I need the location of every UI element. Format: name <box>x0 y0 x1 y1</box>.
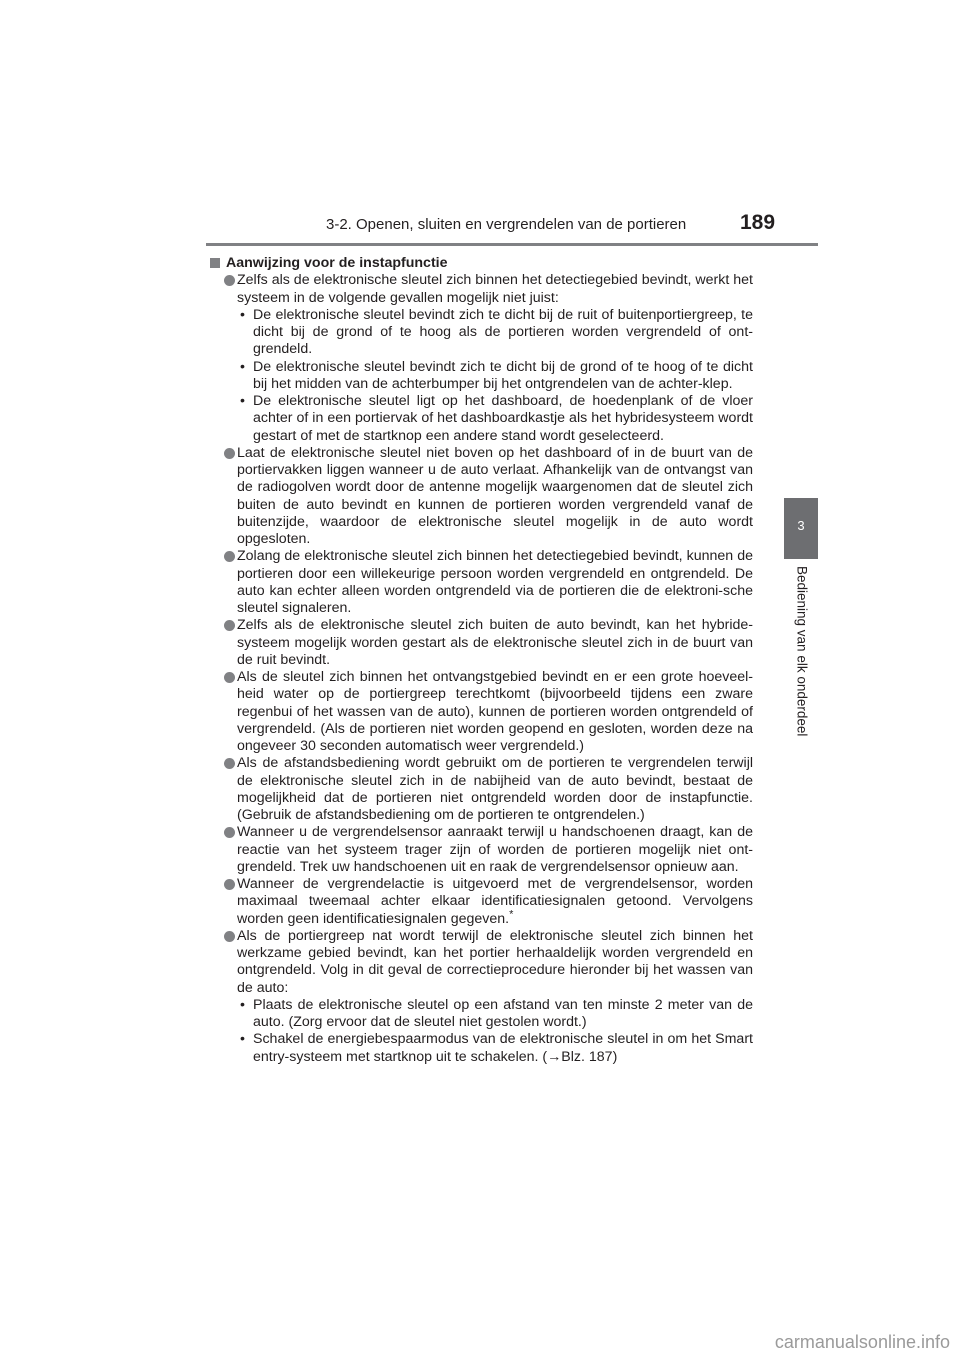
sub-list-item <box>210 997 753 1032</box>
sub-bullet-icon: • <box>240 306 245 323</box>
chapter-side-label <box>790 566 814 756</box>
list-item <box>210 445 753 549</box>
bullet-text: Zolang de elektronische sleutel zich binnen het detectiegebied bevindt, kunnen de portieren door een willekeurige persoon worden vergrendeld en ontgrendeld. De auto kan echter alleen worden ontgrendeld via de portieren die de elektroni-sche sleutel signaleren. <box>237 548 753 616</box>
bullet-text: Laat de elektronische sleutel niet boven op het dashboard of in de buurt van de portiervakken liggen wanneer u de auto verlaat. Afhankelijk van de ontvangst van de radiogolven wordt door de antenne mogelijk waargenomen dat de sleutel zich buiten de auto bevindt en kunnen de portieren worden vergrendeld vanaf de buitenzijde, waardoor de elektronische sleutel mogelijk in de auto wordt opgesloten. <box>237 444 753 547</box>
sub-bullet-icon: • <box>240 393 245 409</box>
circle-bullet-icon <box>224 620 235 631</box>
circle-bullet-icon <box>224 551 235 562</box>
list-item <box>210 928 753 997</box>
sub-list-item <box>210 1031 753 1066</box>
sub-list-item <box>210 359 753 394</box>
footnote-asterisk: * <box>509 907 514 920</box>
list-item <box>210 876 753 928</box>
sub-bullet-text: De elektronische sleutel bevindt zich te dicht bij de ruit of buitenportiergreep, te dicht bij de grond of te hoog als de portieren worden vergrendeld of ont-grendeld. <box>253 306 753 358</box>
bullet-text: Zelfs als de elektronische sleutel zich buiten de auto bevindt, kan het hybride-systeem mogelijk worden gestart als de elektronische sleutel zich in de buurt van de ruit bevindt. <box>237 617 753 668</box>
square-bullet-icon <box>210 258 220 268</box>
list-item <box>210 824 753 876</box>
list-item <box>210 272 753 307</box>
sub-bullet-text: Plaats de elektronische sleutel op een afstand van ten minste 2 meter van de auto. (Zorg ervoor dat de sleutel niet gestolen wordt.) <box>253 996 753 1030</box>
chapter-number: 3 <box>797 518 805 533</box>
header-divider <box>206 243 818 246</box>
watermark-text: carmanualsonline.info <box>774 1332 950 1352</box>
circle-bullet-icon <box>224 931 235 942</box>
bullet-text: Als de afstandsbediening wordt gebruikt om de portieren te vergrendelen terwijl de elektronische sleutel zich in de nabijheid van de auto bevindt, bestaat de mogelijkheid dat de portieren niet ontgrendeld worden door de instapfunctie. (Gebruik de afstandsbediening om de portieren te ontgrendelen.) <box>237 755 753 823</box>
circle-bullet-icon <box>224 827 235 838</box>
chapter-tab <box>784 498 818 559</box>
sub-bullet-text: De elektronische sleutel ligt op het dashboard, de hoedenplank of de vloer achter of in een portiervak of het dashboardkastje als het hybridesysteem wordt gestart of met de startknop een andere stand wordt geselecteerd. <box>253 393 753 444</box>
circle-bullet-icon <box>224 672 235 683</box>
chapter-header-title: 3-2. Openen, sluiten en vergrendelen van de portieren <box>326 216 687 233</box>
sub-bullet-icon: • <box>240 1031 245 1048</box>
circle-bullet-icon <box>224 448 235 459</box>
sub-list-item <box>210 307 753 359</box>
circle-bullet-icon <box>224 879 235 890</box>
page-number: 189 <box>740 211 776 234</box>
chapter-label-text: Bediening van elk onderdeel <box>794 566 810 737</box>
bullet-text: Als de sleutel zich binnen het ontvangstgebied bevindt en er een grote hoeveel-heid water op de portiergreep terechtkomt (bijvoorbeeld tijdens een zware regenbui of het wassen van de auto), kunnen de portieren worden ontgrendeld of vergrendeld. (Als de portieren niet worden geopend en gesloten, worden deze na ongeveer 30 seconden automatisch weer vergrendeld.) <box>237 669 753 754</box>
section-heading <box>210 255 753 272</box>
list-item <box>210 548 753 617</box>
page-content <box>210 255 753 1066</box>
bullet-text: Wanneer u de vergrendelsensor aanraakt terwijl u handschoenen draagt, kan de reactie van het systeem trager zijn of worden de portieren mogelijk niet ont-grendeld. Trek uw handschoenen uit en raak de vergrendelsensor opnieuw aan. <box>237 824 753 875</box>
sub-bullet-text: Schakel de energiebespaarmodus van de elektronische sleutel in om het Smart entry-systeem met startknop uit te schakelen. (→Blz. 187) <box>253 1031 753 1065</box>
bullet-text: Wanneer de vergrendelactie is uitgevoerd met de vergrendelsensor, worden maximaal tweemaal achter elkaar identificatiesignalen getoond. Vervolgens worden geen identificatiesignalen gegeven. <box>237 876 753 927</box>
circle-bullet-icon <box>224 275 235 286</box>
sub-list-item <box>210 393 753 445</box>
list-item <box>210 669 753 755</box>
sub-bullet-icon: • <box>240 996 245 1013</box>
list-item <box>210 755 753 824</box>
circle-bullet-icon <box>224 758 235 769</box>
bullet-text: Als de portiergreep nat wordt terwijl de elektronische sleutel zich binnen het werkzame gebied bevindt, kan het portier herhaaldelijk worden vergrendeld en ontgrendeld. Volg in dit geval de correctieprocedure hieronder bij het wassen van de auto: <box>237 927 753 996</box>
section-title-text: Aanwijzing voor de instapfunctie <box>226 255 448 271</box>
list-item <box>210 617 753 669</box>
sub-bullet-text: De elektronische sleutel bevindt zich te dicht bij de grond of te hoog of te dicht bij het midden van de achterbumper bij het ontgrendelen van de achter-klep. <box>253 358 753 392</box>
sub-bullet-icon: • <box>240 358 245 375</box>
bullet-text: Zelfs als de elektronische sleutel zich binnen het detectiegebied bevindt, werkt het systeem in de volgende gevallen mogelijk niet juist: <box>237 272 753 306</box>
